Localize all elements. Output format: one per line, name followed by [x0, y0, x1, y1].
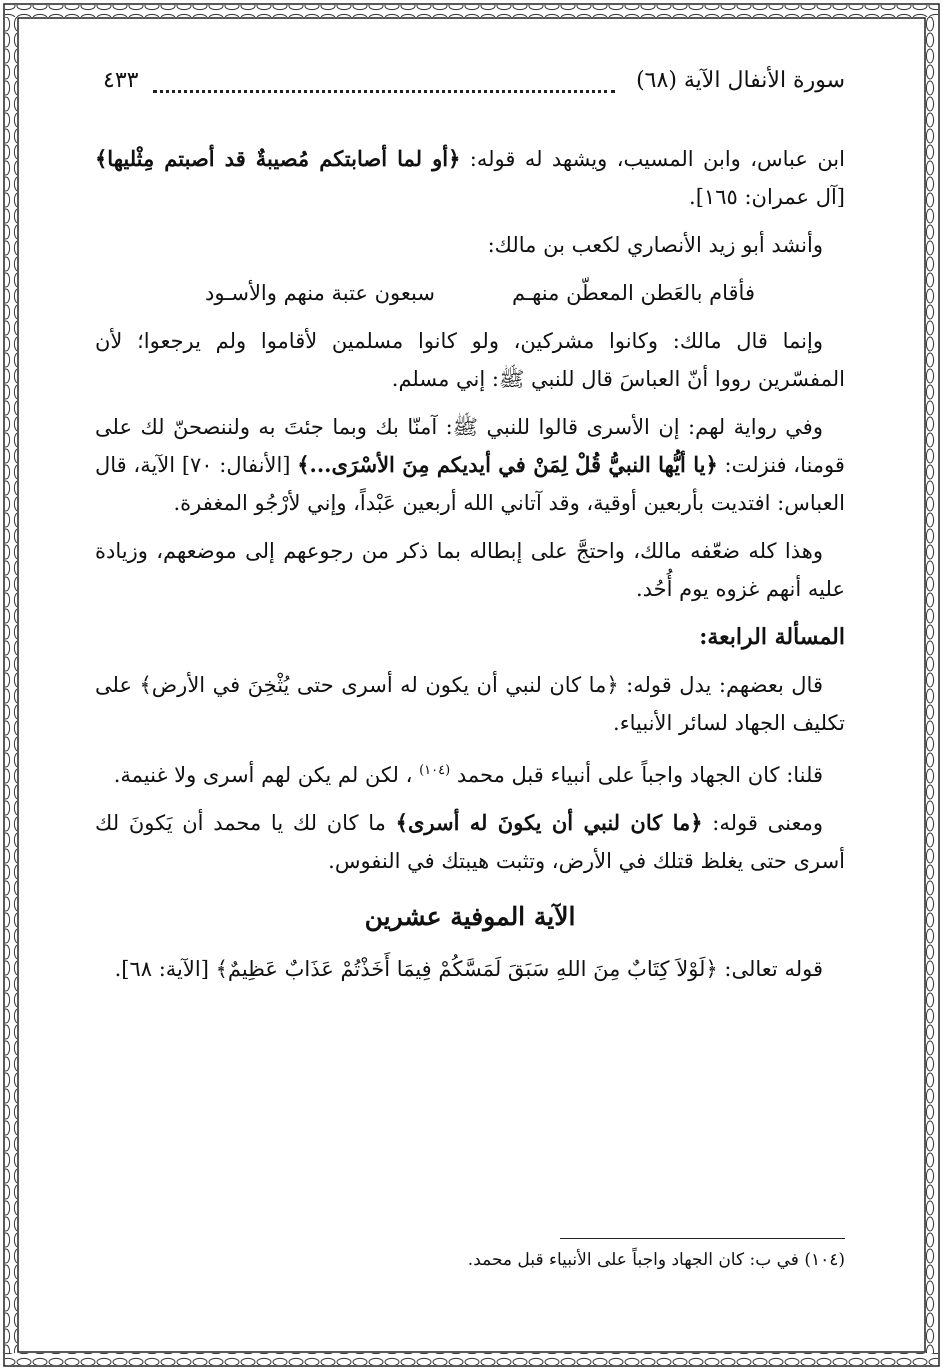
page-body	[95, 140, 845, 998]
paragraph-4-text-b: [الأنفال: ٧٠] الآية، قال العباس: افتديت بأربعين أوقية، وقد آتاني الله أربعين عَبْداً، وإني لأرْجُو المغفرة.	[95, 453, 845, 515]
paragraph-8-text-a: ومعنى قوله:	[712, 811, 823, 835]
paragraph-2: وأنشد أبو زيد الأنصاري لكعب بن مالك:	[487, 233, 823, 257]
paragraph-1	[95, 140, 845, 216]
paragraph-7	[95, 752, 845, 794]
header-dot-leader	[153, 90, 615, 93]
verse-second-hemistich: سبعون عتبة منهم والأسـود	[205, 281, 435, 305]
paragraph-7-text-a: قلنا: كان الجهاد واجباً على أنبياء قبل محمد	[456, 763, 823, 787]
page-number: ٤٣٣	[103, 68, 139, 93]
verse-first-hemistich: فأقام بالعَطن المعطّن منهـم	[512, 281, 755, 305]
paragraph-1-text: ابن عباس، وابن المسيب، ويشهد له قوله:	[469, 147, 845, 171]
footnote: (١٠٤) في ب: كان الجهاد واجباً على الأنبياء قبل محمد.	[467, 1250, 845, 1270]
paragraph-4	[95, 408, 845, 522]
paragraph-5: وهذا كله ضعّفه مالك، واحتجَّ على إبطاله بما ذكر من رجوعهم إلى موضعهم، وزيادة عليه أنهم غزوه يوم أُحُد.	[95, 539, 845, 601]
quran-quote-2: ﴿يا أيُّها النبيُّ قُلْ لِمَنْ في أيديكم مِنَ الأسْرَى...﴾	[297, 452, 718, 477]
poetry-verse	[95, 274, 845, 312]
header-title: سورة الأنفال الآية (٦٨)	[636, 68, 845, 93]
paragraph-6: قال بعضهم: يدل قوله: ﴿ما كان لنبي أن يكون له أسرى حتى يُثْخِنَ في الأرض﴾ على تكليف الجهاد لسائر الأنبياء.	[95, 673, 845, 735]
paragraph-9: قوله تعالى: ﴿لَوْلاَ كِتَابٌ مِنَ اللهِ سَبَقَ لَمَسَّكُمْ فِيمَا أَخَذْتُمْ عَذَابٌ عَظِيمٌ﴾ [الآية: ٦٨].	[114, 957, 823, 981]
section-heading-fourth-issue: المسألة الرابعة:	[699, 624, 845, 650]
paragraph-8	[95, 804, 845, 880]
footnote-reference: (١٠٤)	[419, 763, 451, 778]
paragraph-4-text-a: وفي رواية لهم: إن الأسرى قالوا للنبي ﷺ: آمنّا بك وبما جئتَ به ولننصحنّ لك على قومنا، فنزلت:	[95, 415, 845, 477]
paragraph-8-text-b: ما كان لك يا محمد أن يَكونَ لك أسرى حتى يغلظ قتلك في الأرض، وتثبت هيبتك في النفوس.	[95, 811, 845, 873]
paragraph-3: وإنما قال مالك: وكانوا مشركين، ولو كانوا مسلمين لأقاموا ولم يرجعوا؛ لأن المفسّرين رووا أنّ العباسَ قال للنبي ﷺ: إني مسلم.	[95, 329, 845, 391]
quran-quote-1: ﴿أو لما أصابتكم مُصيبةٌ قد أصبتم مِثْليها﴾	[95, 146, 461, 171]
section-title: الآية الموفية عشرين	[364, 902, 576, 931]
running-header	[95, 68, 845, 108]
quran-quote-3: ﴿ما كان لنبي أن يكونَ له أسرى﴾	[395, 810, 703, 835]
footnote-separator	[560, 1238, 845, 1239]
paragraph-7-text-b: ، لكن لم يكن لهم أسرى ولا غنيمة.	[113, 763, 413, 787]
citation-1: [آل عمران: ١٦٥].	[689, 185, 845, 209]
